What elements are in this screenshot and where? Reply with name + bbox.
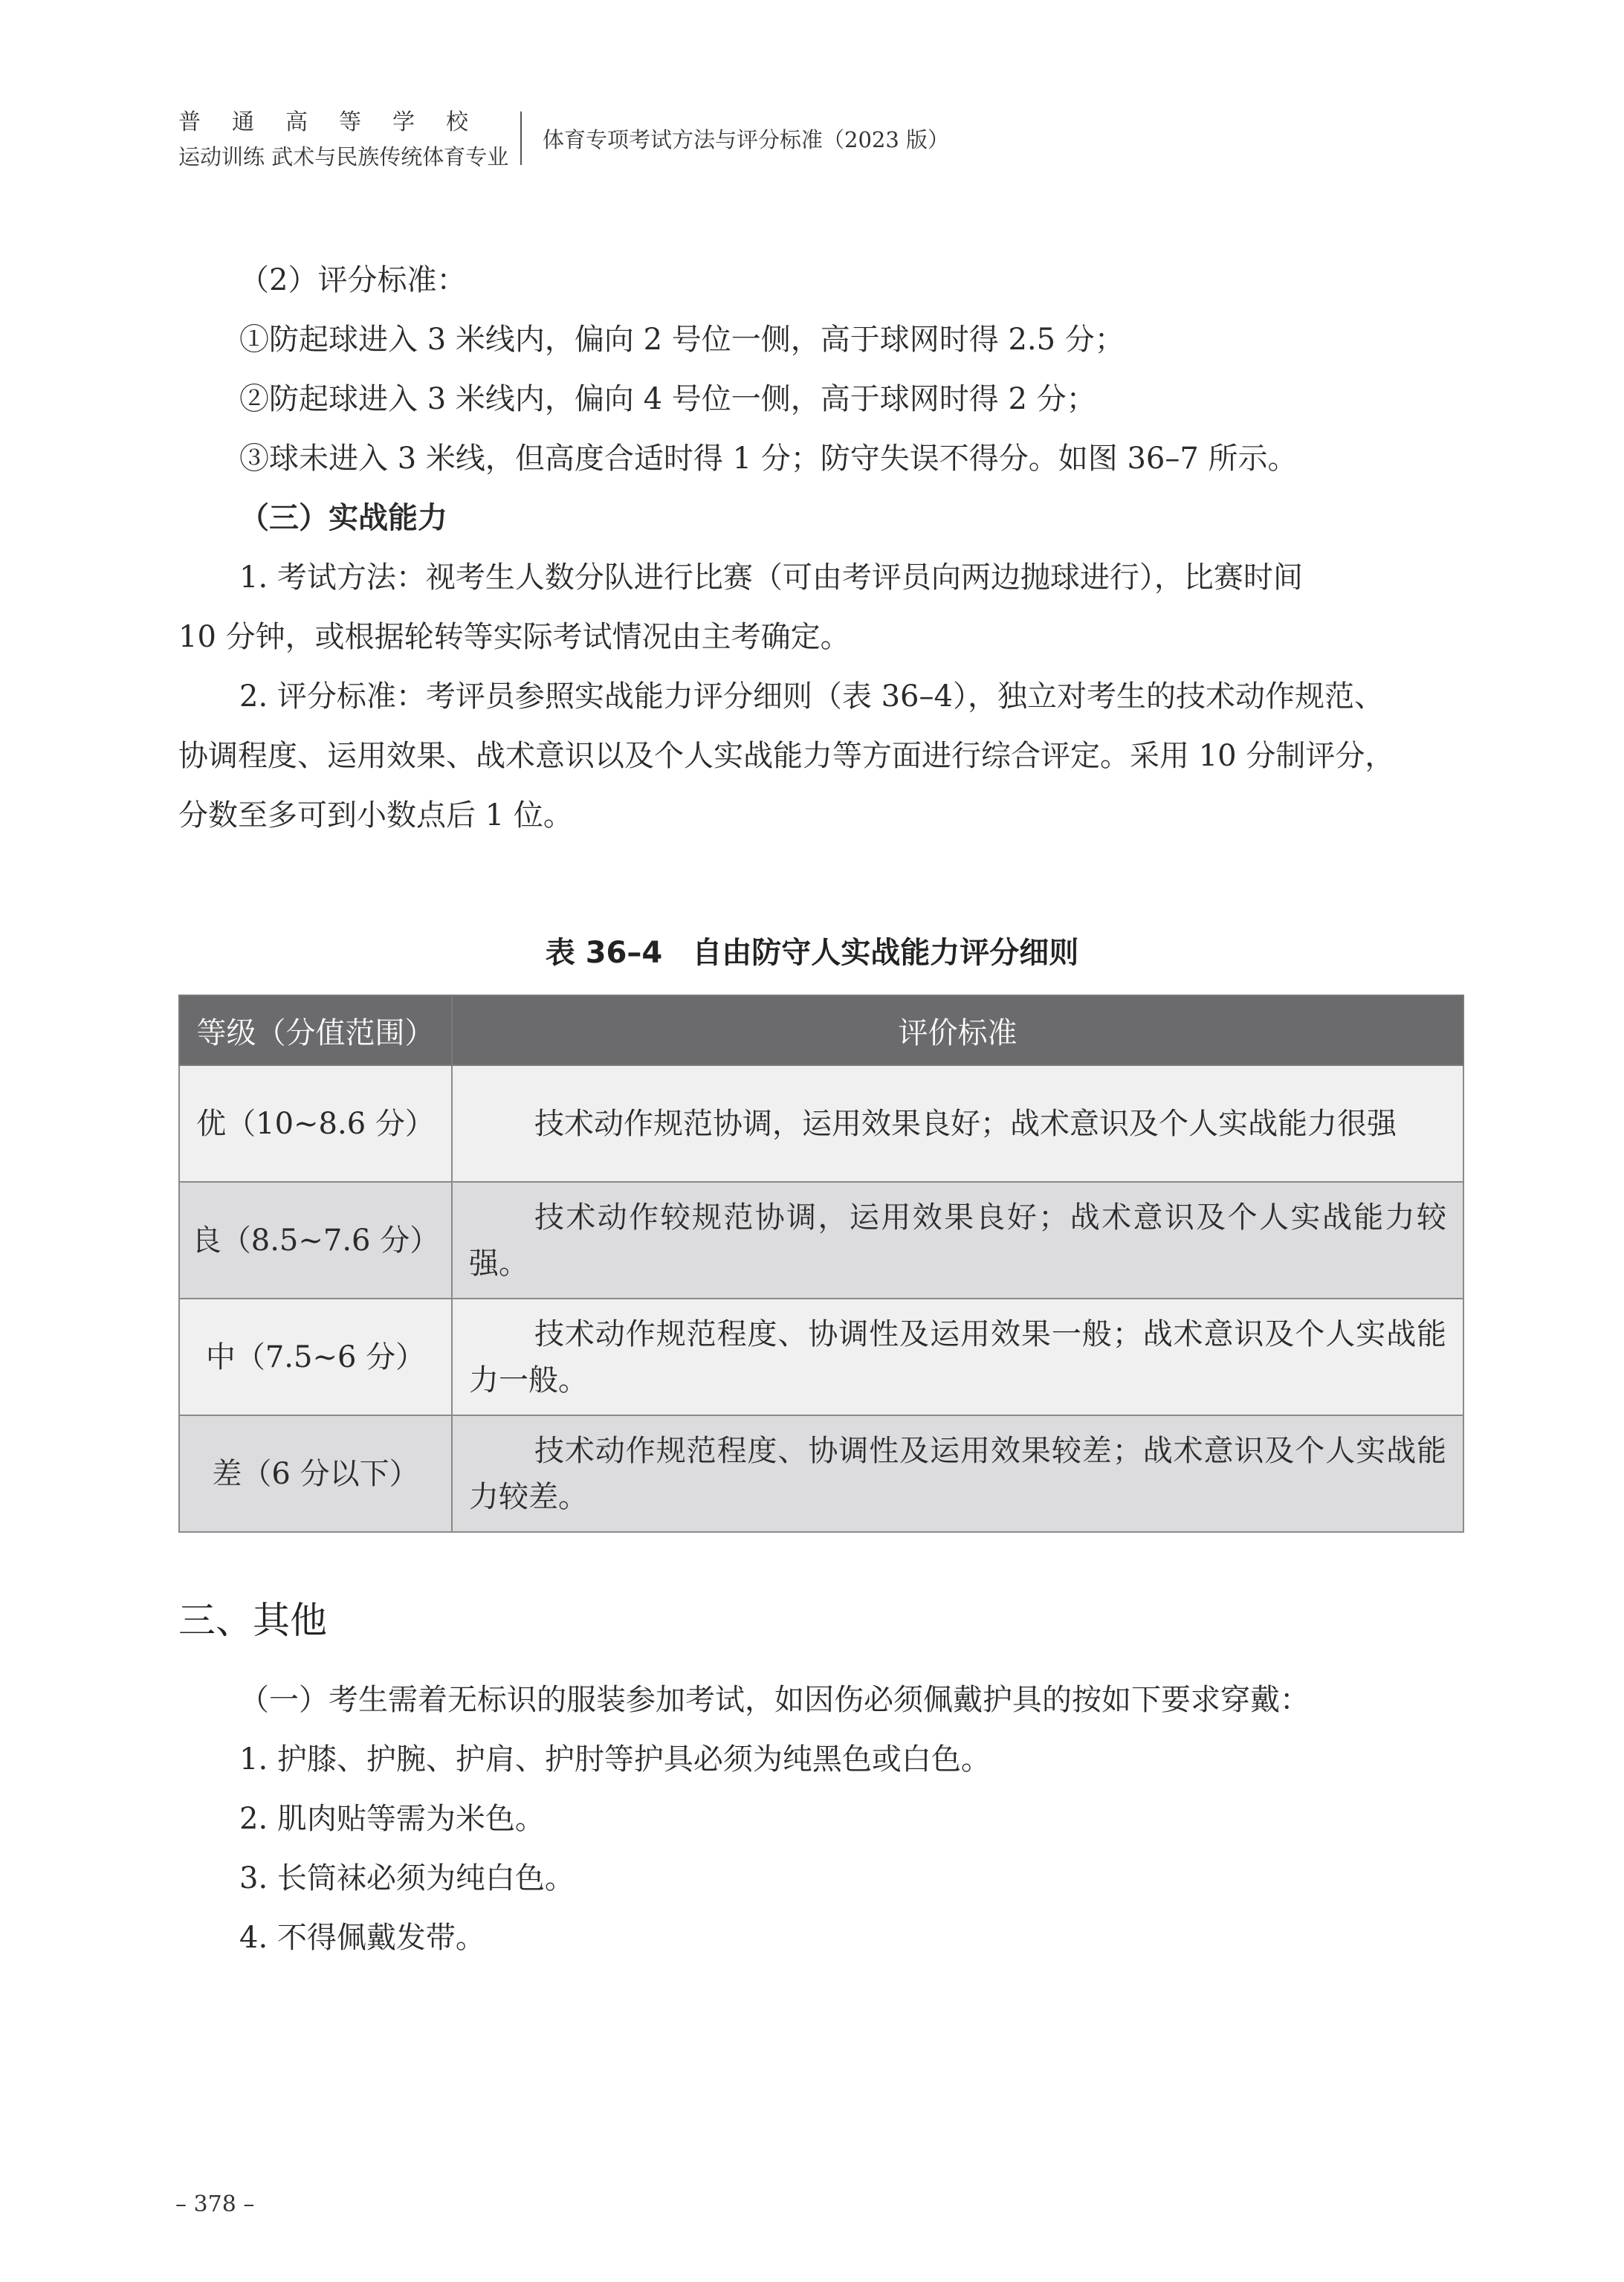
paragraph-scoring-line3: 分数至多可到小数点后 1 位。	[178, 798, 573, 833]
header-school-type: 普通高等学校	[178, 109, 499, 135]
scoring-table	[178, 995, 1464, 1533]
column-header-criteria: 评价标准	[452, 995, 1463, 1065]
paragraph-attire-requirement: （一）考生需着无标识的服装参加考试，如因伤必须佩戴护具的按如下要求穿戴：	[239, 1683, 1310, 1717]
paragraph-criterion-3: ③球未进入 3 米线，但高度合适时得 1 分；防守失误不得分。如图 36–7 所示。	[239, 442, 1298, 476]
grade-criteria-cell: 技术动作规范程度、协调性及运用效果一般；战术意识及个人实战能力一般。	[452, 1299, 1463, 1415]
grade-criteria-cell: 技术动作规范程度、协调性及运用效果较差；战术意识及个人实战能力较差。	[452, 1415, 1463, 1532]
paragraph-test-method-line2: 10 分钟，或根据轮转等实际考试情况由主考确定。	[178, 620, 850, 654]
table-caption: 表 36–4 自由防守人实战能力评分细则	[545, 936, 1079, 970]
header-book-title: 体育专项考试方法与评分标准（2023 版）	[543, 127, 950, 152]
paragraph-scoring-line2: 协调程度、运用效果、战术意识以及个人实战能力等方面进行综合评定。采用 10 分制评分，	[178, 739, 1395, 773]
page-number: – 378 –	[175, 2191, 255, 2217]
grade-level-cell: 优（10~8.6 分）	[179, 1065, 452, 1182]
grade-criteria-cell: 技术动作规范协调，运用效果良好；战术意识及个人实战能力很强	[452, 1065, 1463, 1182]
table-header-row	[179, 995, 1463, 1065]
table-row	[179, 1065, 1463, 1182]
paragraph-criterion-1: ①防起球进入 3 米线内，偏向 2 号位一侧，高于球网时得 2.5 分；	[239, 323, 1125, 357]
header-major: 运动训练 武术与民族传统体育专业	[178, 144, 509, 169]
list-item: 1. 护膝、护腕、护肩、护肘等护具必须为纯黑色或白色。	[239, 1742, 991, 1777]
list-item: 3. 长筒袜必须为纯白色。	[239, 1861, 575, 1895]
paragraph-test-method-line1: 1. 考试方法：视考生人数分队进行比赛（可由考评员向两边抛球进行），比赛时间	[239, 560, 1303, 595]
header-divider	[520, 111, 522, 165]
grade-level-cell: 差（6 分以下）	[179, 1415, 452, 1532]
table-row	[179, 1299, 1463, 1415]
subsection-heading-combat-ability: （三）实战能力	[239, 500, 447, 535]
table-row	[179, 1415, 1463, 1532]
list-item: 4. 不得佩戴发带。	[239, 1921, 485, 1955]
grade-criteria-cell: 技术动作较规范协调，运用效果良好；战术意识及个人实战能力较强。	[452, 1182, 1463, 1299]
running-header-left	[178, 108, 508, 172]
section-title-other: 三、其他	[178, 1599, 327, 1642]
table-row	[179, 1182, 1463, 1299]
grade-level-cell: 中（7.5~6 分）	[179, 1299, 452, 1415]
column-header-level: 等级（分值范围）	[179, 995, 452, 1065]
list-item: 2. 肌肉贴等需为米色。	[239, 1802, 545, 1836]
grade-level-cell: 良（8.5~7.6 分）	[179, 1182, 452, 1299]
paragraph-scoring-line1: 2. 评分标准：考评员参照实战能力评分细则（表 36–4），独立对考生的技术动作规范、	[239, 679, 1384, 714]
paragraph-scoring-standard-heading: （2）评分标准：	[239, 263, 467, 297]
paragraph-criterion-2: ②防起球进入 3 米线内，偏向 4 号位一侧，高于球网时得 2 分；	[239, 382, 1096, 416]
